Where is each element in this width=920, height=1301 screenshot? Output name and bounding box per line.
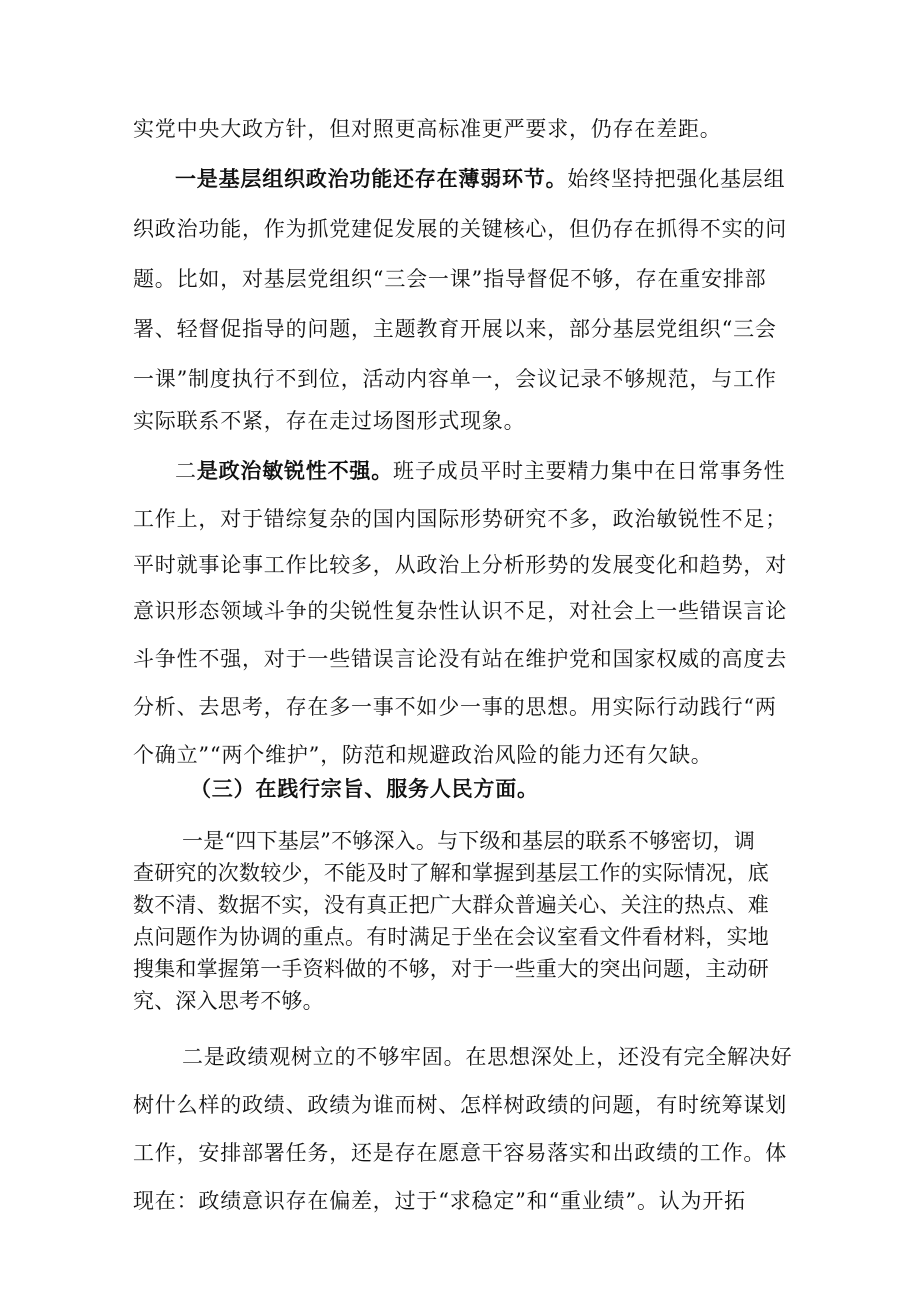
body-text-line: 究、深入思考不够。 <box>133 989 324 1013</box>
body-text-line: 织政治功能，作为抓党建促发展的关键核心，但仍存在抓得不实的问 <box>133 217 787 241</box>
body-text-line: 个确立”“两个维护”，防范和规避政治风险的能力还有欠缺。 <box>133 743 713 767</box>
body-text-line: 点问题作为协调的重点。有时满足于坐在会议室看文件看材料，实地 <box>133 925 769 949</box>
body-text: 班子成员平时主要精力集中在日常事务性 <box>393 459 786 483</box>
paragraph-first-line: 一是“四下基层”不够深入。与下级和基层的联系不够密切，调 <box>182 829 756 853</box>
body-text-line: 查研究的次数较少，不能及时了解和掌握到基层工作的实际情况，底 <box>133 861 769 885</box>
body-text-line: 斗争性不强，对于一些错误言论没有站在维护党和国家权威的高度去 <box>133 647 787 671</box>
body-text-line: 署、轻督促指导的问题，主题教育开展以来，部分基层党组织“三会 <box>133 317 777 341</box>
bold-lead-phrase: 是政治敏锐性不强。 <box>196 459 394 483</box>
bold-lead-phrase: 一是基层组织政治功能还存在薄弱环节。 <box>175 167 568 191</box>
paragraph-first-line <box>175 164 795 194</box>
body-text-line: 实际联系不紧，存在走过场图形式现象。 <box>133 409 526 433</box>
body-text-line: 题。比如，对基层党组织“三会一课”指导督促不够，存在重安排部 <box>133 267 767 291</box>
section-heading: （三）在践行宗旨、服务人民方面。 <box>190 777 539 801</box>
body-text-line: 一课”制度执行不到位，活动内容单一，会议记录不够规范，与工作 <box>133 367 777 391</box>
paragraph-first-line: 二是政绩观树立的不够牢固。在思想深处上，还没有完全解决好 <box>182 1045 793 1069</box>
body-text-line: 搜集和掌握第一手资料做的不够，对于一些重大的突出问题，主动研 <box>133 957 769 981</box>
body-text-line: 平时就事论事工作比较多，从政治上分析形势的发展变化和趋势，对 <box>133 553 787 577</box>
body-text-line: 工作上，对于错综复杂的国内国际形势研究不多，政治敏锐性不足； <box>133 507 787 531</box>
paragraph-first-line <box>175 456 795 486</box>
body-text-line: 分析、去思考，存在多一事不如少一事的思想。用实际行动践行“两 <box>133 695 777 719</box>
body-text-line: 树什么样的政绩、政绩为谁而树、怎样树政绩的问题，有时统筹谋划 <box>133 1093 787 1117</box>
body-text-line: 工作，安排部署任务，还是存在愿意干容易落实和出政绩的工作。体 <box>133 1141 787 1165</box>
body-text-line: 实党中央大政方针，但对照更高标准更严要求，仍存在差距。 <box>133 117 722 141</box>
body-text-line: 现在：政绩意识存在偏差，过于“求稳定”和“重业绩”。认为开拓 <box>133 1189 746 1213</box>
body-text-line: 意识形态领域斗争的尖锐性复杂性认识不足，对社会上一些错误言论 <box>133 599 787 623</box>
body-text: 二 <box>175 459 197 483</box>
body-text-line: 数不清、数据不实，没有真正把广大群众普遍关心、关注的热点、难 <box>133 893 769 917</box>
body-text: 始终坚持把强化基层组 <box>567 167 786 191</box>
